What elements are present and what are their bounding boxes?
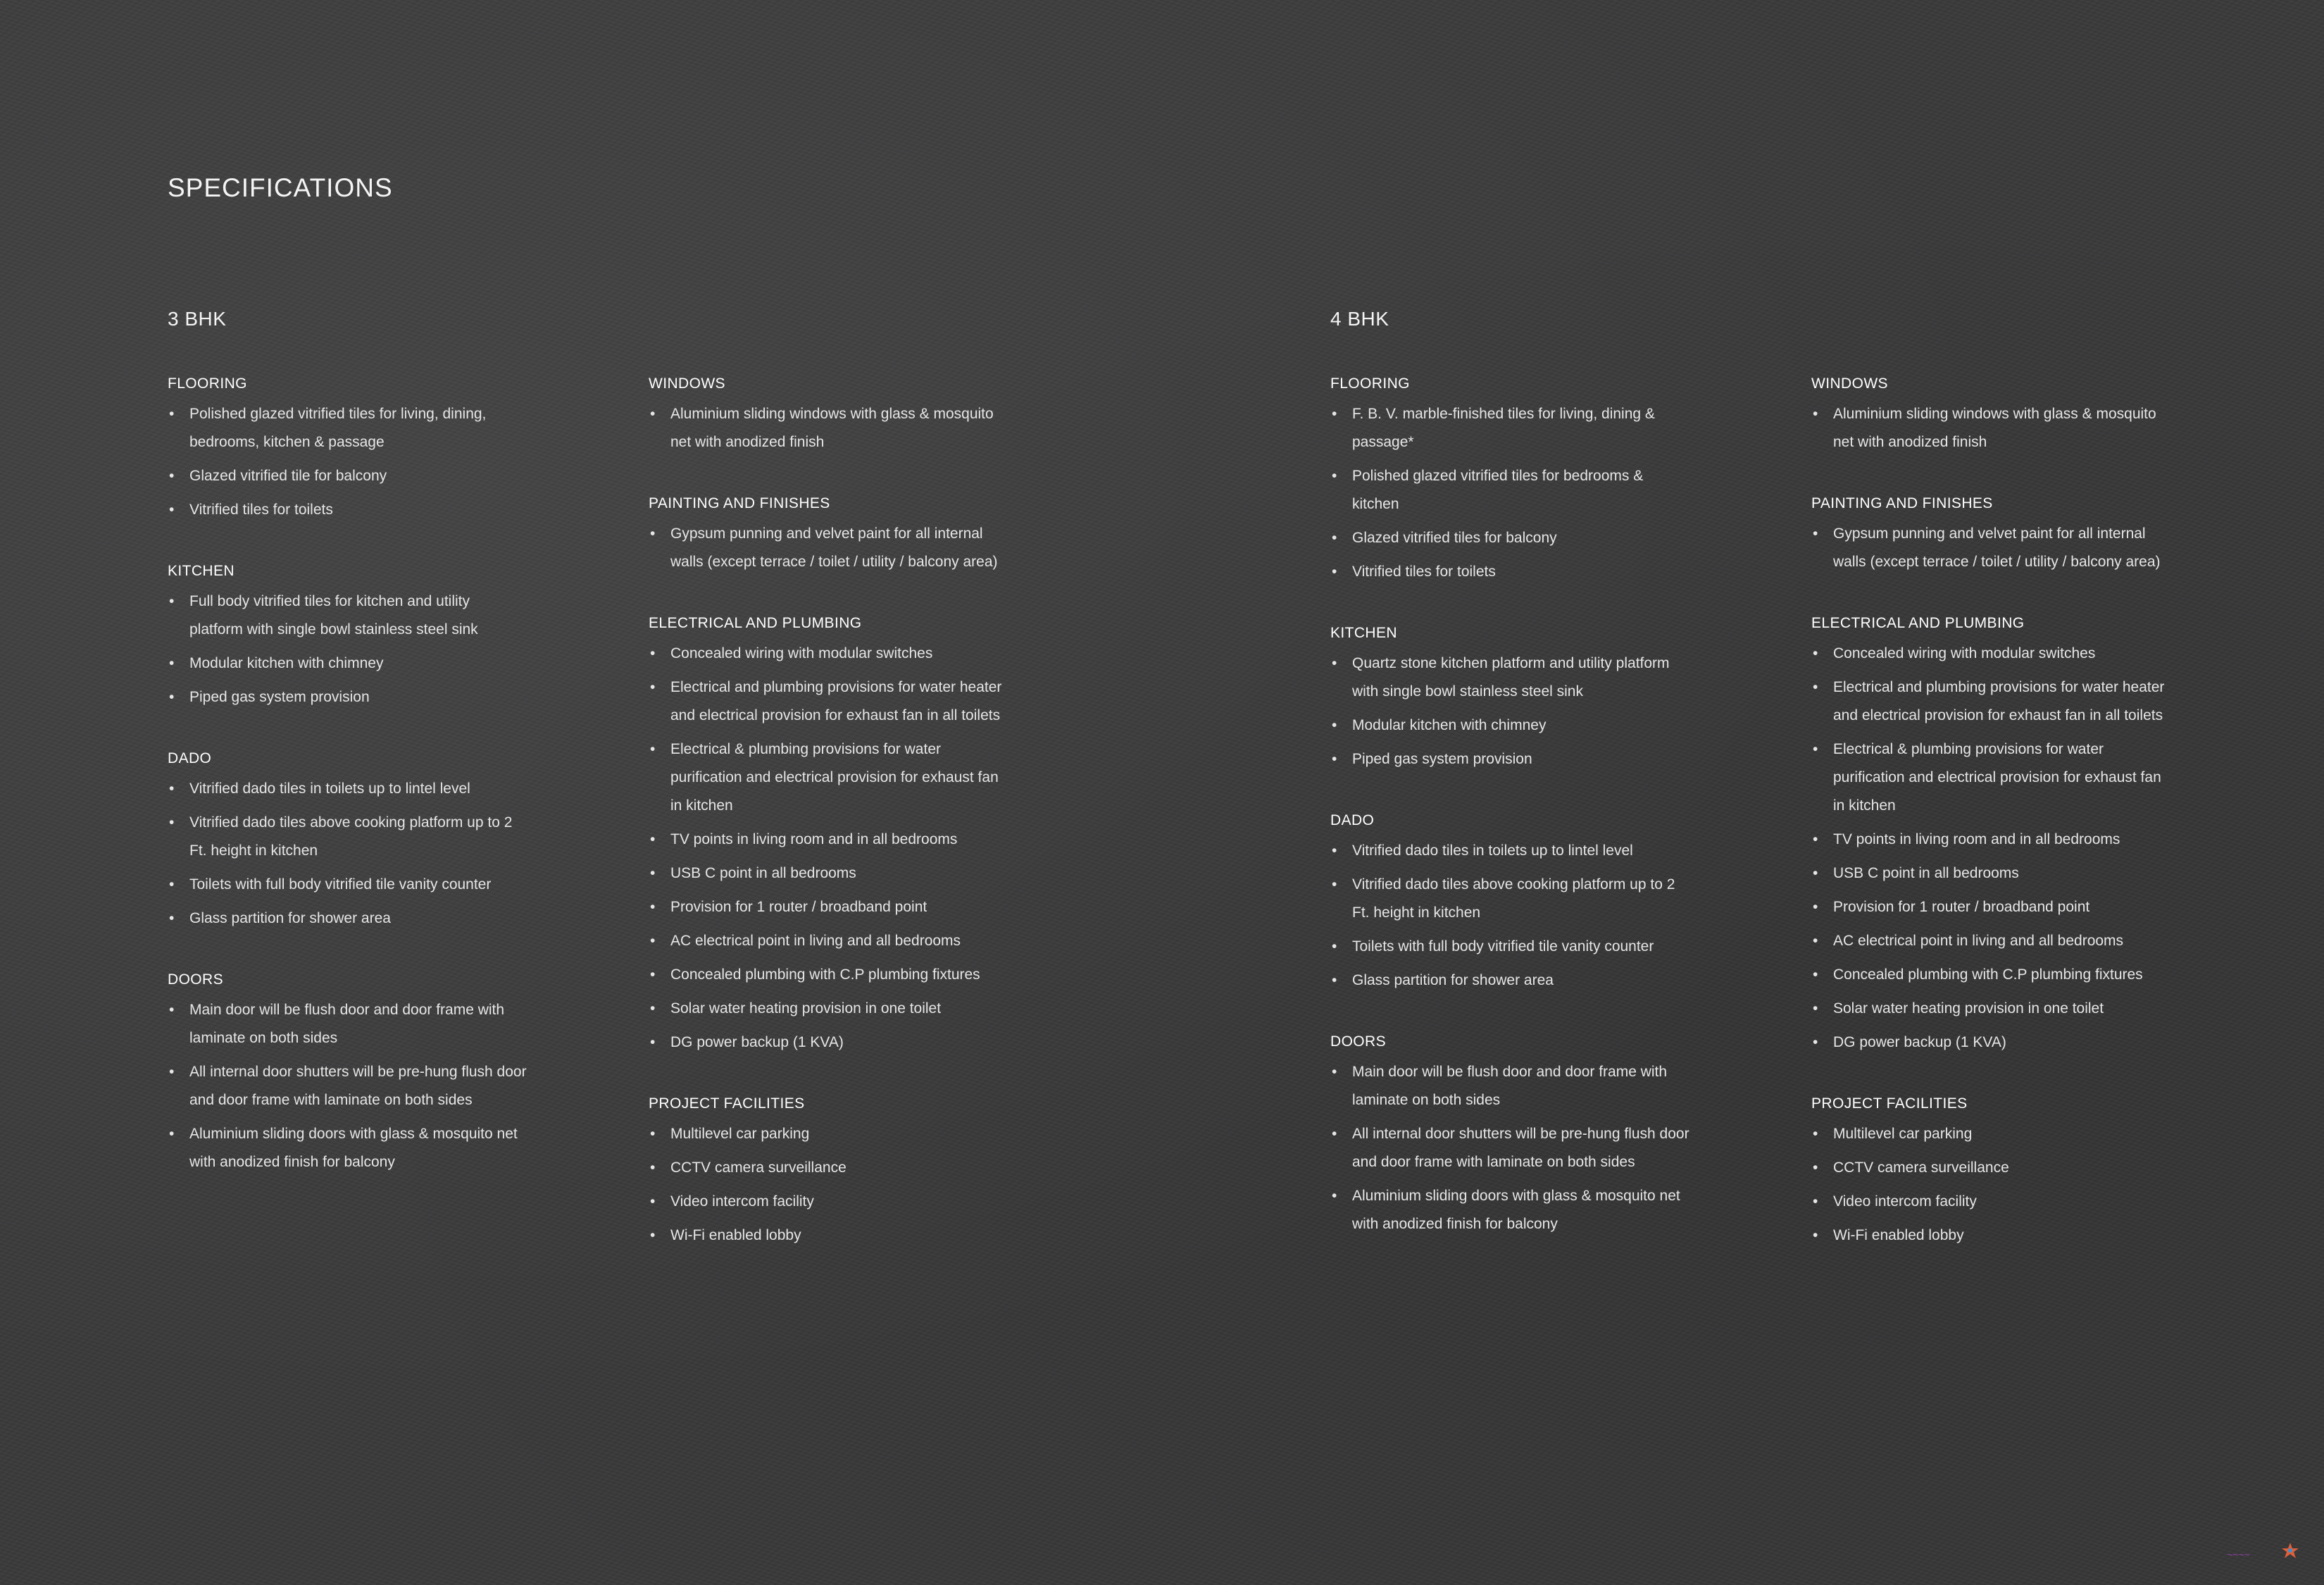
section-heading: DOORS: [1330, 1033, 1387, 1050]
spec-item: • All internal door shutters will be pre-hung flush door and door frame with laminate on both sides: [1330, 1120, 1689, 1176]
spec-section: [649, 613, 1008, 1057]
spec-item: • Multilevel car parking: [1811, 1120, 2170, 1148]
section-heading: DADO: [1330, 812, 1375, 828]
spec-item: • Electrical & plumbing provisions for water purification and electrical provision for exhaust fan in kitchen: [649, 735, 1008, 820]
spec-item: • Vitrified tiles for toilets: [168, 496, 527, 524]
spec-list: [168, 400, 527, 524]
spec-item: • DG power backup (1 KVA): [1811, 1028, 2170, 1057]
section-heading: KITCHEN: [1330, 625, 1397, 641]
spec-item: • Polished glazed vitrified tiles for bedrooms & kitchen: [1330, 462, 1689, 518]
spec-list: [1811, 640, 2170, 1057]
section-heading: KITCHEN: [168, 563, 235, 579]
svg-text:~~~~: ~~~~: [2227, 1549, 2250, 1560]
bhk3-column-right: [649, 373, 1008, 1286]
spec-item: • Multilevel car parking: [649, 1120, 1008, 1148]
spec-item: • All internal door shutters will be pre-hung flush door and door frame with laminate on both sides: [168, 1058, 527, 1114]
spec-item: • Glass partition for shower area: [168, 905, 527, 933]
spec-list: [1811, 1120, 2170, 1250]
spec-section: [649, 1093, 1008, 1250]
spec-item: • USB C point in all bedrooms: [649, 859, 1008, 888]
spec-item: • Concealed wiring with modular switches: [649, 640, 1008, 668]
spec-list: [1330, 400, 1689, 586]
spec-item: • Concealed plumbing with C.P plumbing fixtures: [649, 961, 1008, 989]
spec-section: [649, 373, 1008, 456]
spec-section: [168, 969, 527, 1176]
spec-section: [1811, 1093, 2170, 1250]
spec-item: • AC electrical point in living and all bedrooms: [649, 927, 1008, 955]
section-heading: PROJECT FACILITIES: [1811, 1095, 1968, 1112]
section-heading: PAINTING AND FINISHES: [649, 495, 830, 511]
section-heading: ELECTRICAL AND PLUMBING: [1811, 615, 2025, 631]
star-logo-icon: [2225, 1539, 2303, 1567]
section-heading: WINDOWS: [1811, 375, 1888, 392]
spec-section: [1330, 373, 1689, 586]
spec-list: [1811, 400, 2170, 456]
spec-item: • Concealed plumbing with C.P plumbing fixtures: [1811, 961, 2170, 989]
spec-item: • Wi-Fi enabled lobby: [649, 1222, 1008, 1250]
spec-item: • Wi-Fi enabled lobby: [1811, 1222, 2170, 1250]
spec-item: • F. B. V. marble-finished tiles for living, dining & passage*: [1330, 400, 1689, 456]
spec-item: • Gypsum punning and velvet paint for all internal walls (except terrace / toilet / utility / balcony area): [649, 520, 1008, 576]
spec-item: • Aluminium sliding doors with glass & mosquito net with anodized finish for balcony: [1330, 1182, 1689, 1238]
section-heading: PAINTING AND FINISHES: [1811, 495, 1993, 511]
spec-item: • Modular kitchen with chimney: [1330, 711, 1689, 740]
spec-item: • Aluminium sliding windows with glass & mosquito net with anodized finish: [1811, 400, 2170, 456]
spec-item: • Vitrified tiles for toilets: [1330, 558, 1689, 586]
spec-list: [649, 400, 1008, 456]
spec-item: • Solar water heating provision in one toilet: [649, 995, 1008, 1023]
spec-item: • DG power backup (1 KVA): [649, 1028, 1008, 1057]
bhk4-title: 4 BHK: [1330, 308, 1389, 330]
spec-item: • Vitrified dado tiles in toilets up to lintel level: [1330, 837, 1689, 865]
spec-section: [168, 748, 527, 933]
spec-section: [1330, 623, 1689, 773]
spec-list: [1330, 837, 1689, 995]
spec-item: • Polished glazed vitrified tiles for living, dining, bedrooms, kitchen & passage: [168, 400, 527, 456]
spec-item: • Solar water heating provision in one toilet: [1811, 995, 2170, 1023]
spec-section: [1330, 1031, 1689, 1238]
spec-item: • Quartz stone kitchen platform and utility platform with single bowl stainless steel sink: [1330, 649, 1689, 706]
spec-item: • Electrical and plumbing provisions for water heater and electrical provision for exhaust fan in all toilets: [1811, 673, 2170, 730]
spec-item: • Video intercom facility: [1811, 1188, 2170, 1216]
spec-item: • Piped gas system provision: [1330, 745, 1689, 773]
spec-section: [168, 561, 527, 711]
spec-list: [168, 996, 527, 1176]
spec-list: [1330, 1058, 1689, 1238]
spec-item: • Aluminium sliding windows with glass & mosquito net with anodized finish: [649, 400, 1008, 456]
section-heading: ELECTRICAL AND PLUMBING: [649, 615, 862, 631]
page-title: SPECIFICATIONS: [168, 173, 393, 202]
spec-item: • Glass partition for shower area: [1330, 966, 1689, 995]
spec-list: [1330, 649, 1689, 773]
section-heading: DADO: [168, 750, 212, 766]
spec-item: • Piped gas system provision: [168, 683, 527, 711]
spec-section: [649, 493, 1008, 576]
spec-item: • Modular kitchen with chimney: [168, 649, 527, 678]
bhk4-column-left: [1330, 373, 1689, 1275]
spec-section: [1811, 373, 2170, 456]
spec-item: • CCTV camera surveillance: [649, 1154, 1008, 1182]
spec-item: • Provision for 1 router / broadband point: [1811, 893, 2170, 921]
bhk3-column-left: [168, 373, 527, 1213]
spec-section: [168, 373, 527, 524]
section-heading: WINDOWS: [649, 375, 725, 392]
spec-item: • TV points in living room and in all bedrooms: [1811, 826, 2170, 854]
spec-item: • Toilets with full body vitrified tile vanity counter: [1330, 933, 1689, 961]
spec-item: • Full body vitrified tiles for kitchen and utility platform with single bowl stainless steel sink: [168, 588, 527, 644]
spec-item: • Concealed wiring with modular switches: [1811, 640, 2170, 668]
spec-item: • Glazed vitrified tiles for balcony: [1330, 524, 1689, 552]
spec-item: • Video intercom facility: [649, 1188, 1008, 1216]
spec-item: • Provision for 1 router / broadband point: [649, 893, 1008, 921]
spec-item: • USB C point in all bedrooms: [1811, 859, 2170, 888]
spec-item: • Aluminium sliding doors with glass & mosquito net with anodized finish for balcony: [168, 1120, 527, 1176]
spec-item: • Vitrified dado tiles in toilets up to lintel level: [168, 775, 527, 803]
spec-item: • Vitrified dado tiles above cooking platform up to 2 Ft. height in kitchen: [1330, 871, 1689, 927]
spec-list: [168, 775, 527, 933]
spec-item: • Main door will be flush door and door frame with laminate on both sides: [1330, 1058, 1689, 1114]
spec-item: • Vitrified dado tiles above cooking platform up to 2 Ft. height in kitchen: [168, 809, 527, 865]
spec-item: • Electrical & plumbing provisions for water purification and electrical provision for exhaust fan in kitchen: [1811, 735, 2170, 820]
spec-section: [1811, 493, 2170, 576]
spec-item: • Main door will be flush door and door frame with laminate on both sides: [168, 996, 527, 1052]
spec-section: [1811, 613, 2170, 1057]
section-heading: PROJECT FACILITIES: [649, 1095, 805, 1112]
spec-list: [168, 588, 527, 711]
spec-list: [649, 640, 1008, 1057]
spec-item: • Glazed vitrified tile for balcony: [168, 462, 527, 490]
spec-item: • CCTV camera surveillance: [1811, 1154, 2170, 1182]
spec-section: [1330, 810, 1689, 995]
spec-item: • Electrical and plumbing provisions for water heater and electrical provision for exhaust fan in all toilets: [649, 673, 1008, 730]
spec-item: • Toilets with full body vitrified tile vanity counter: [168, 871, 527, 899]
spec-list: [1811, 520, 2170, 576]
section-heading: DOORS: [168, 971, 224, 988]
spec-list: [649, 520, 1008, 576]
bhk3-title: 3 BHK: [168, 308, 227, 330]
spec-item: • Gypsum punning and velvet paint for all internal walls (except terrace / toilet / utility / balcony area): [1811, 520, 2170, 576]
spec-item: • AC electrical point in living and all bedrooms: [1811, 927, 2170, 955]
section-heading: FLOORING: [168, 375, 247, 392]
spec-item: • TV points in living room and in all bedrooms: [649, 826, 1008, 854]
bhk4-column-right: [1811, 373, 2170, 1286]
section-heading: FLOORING: [1330, 375, 1410, 392]
spec-list: [649, 1120, 1008, 1250]
